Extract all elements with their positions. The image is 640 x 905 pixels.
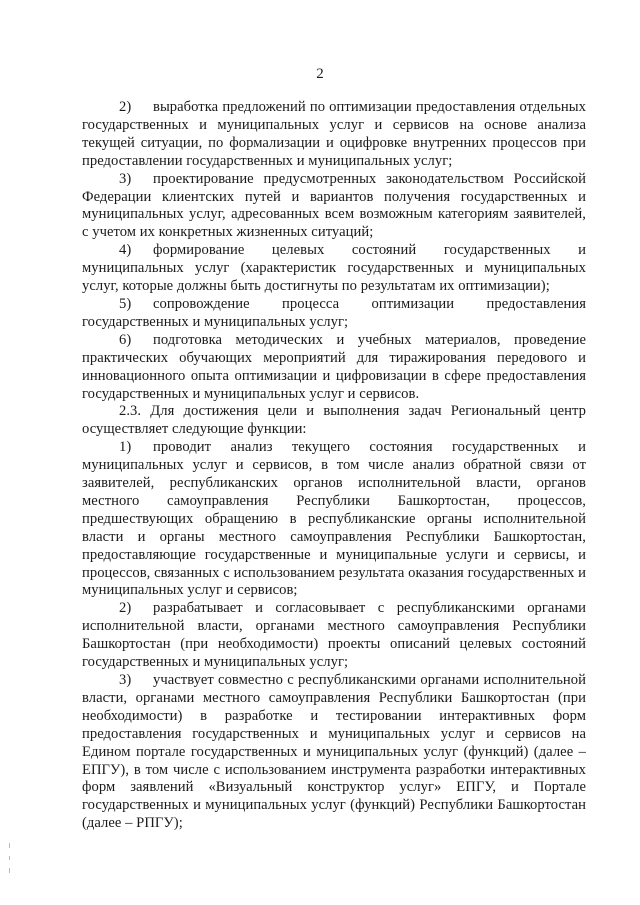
list-marker: 5)	[119, 295, 132, 312]
scan-artifact	[9, 856, 10, 860]
paragraph-text: выработка предложений по оптимизации предоставления отдельных государственных и муниципальных услуг и сервисов на основе анализа текущей ситуации, по формализации и оцифровке внутренних процессов при предоставлении государственных и муниципальных услуг;	[82, 99, 586, 169]
function-item-2	[82, 600, 586, 672]
paragraph-text: 2.3. Для достижения цели и выполнения задач Региональный центр осуществляет следующие функции:	[82, 403, 586, 438]
paragraph-item-3	[82, 171, 586, 243]
paragraph-item-6	[82, 332, 586, 404]
paragraph-text: сопровождение процесса оптимизации предоставления государственных и муниципальных услуг;	[82, 295, 586, 330]
function-item-1	[82, 439, 586, 600]
paragraph-text: разрабатывает и согласовывает с республиканскими органами исполнительной власти, органами местного самоуправления Республики Башкортостан (при необходимости) проекты описаний целевых состояний государственных и муниципальных услуг;	[82, 600, 586, 671]
document-body	[82, 99, 586, 833]
list-marker: 2)	[119, 99, 132, 115]
paragraph-text: формирование целевых состояний государственных и муниципальных услуг (характеристик государственных и муниципальных услуг, которые должны быть достигнуты по результатам их оптимизации);	[82, 242, 586, 295]
paragraph-item-2	[82, 99, 586, 171]
paragraph-text: подготовка методических и учебных материалов, проведение практических обучающих мероприятий для тиражирования передового и инновационного опыта оптимизации и цифровизации в сфере предоставления государственных и муниципальных услуг и сервисов.	[82, 331, 586, 402]
paragraph-text: проводит анализ текущего состояния государственных и муниципальных услуг и сервисов, в том числе анализ обратной связи от заявителей, республиканских органов исполнительной власти, органов местного самоуправления Республики Башкортостан, процессов, предшествующих обращению в республиканские органы исполнительной власти и органы местного самоуправления Республики Башкортостан, предоставляющие государственные и муниципальные услуги и сервисы, и процессов, связанных с использованием результата оказания государственных и муниципальных услуг и сервисов;	[82, 439, 586, 599]
list-marker: 6)	[119, 331, 132, 348]
list-marker: 3)	[119, 672, 132, 688]
paragraph-text: участвует совместно с республиканскими органами исполнительной власти, органами местного самоуправления Республики Башкортостан (при необходимости) в разработке и тестировании интерактивных форм предоставления государственных и муниципальных услуг и сервисов на Едином портале государственных и муниципальных услуг (функций) (далее – ЕПГУ), в том числе с использованием инструмента разработки интерактивных форм заявлений «Визуальный конструктор услуг» ЕПГУ, и Портале государственных и муниципальных услуг (функций) Республики Башкортостан (далее – РПГУ);	[82, 672, 586, 832]
scan-artifact	[9, 843, 10, 848]
page-number: 2	[316, 66, 324, 82]
list-marker: 4)	[119, 242, 132, 259]
paragraph-item-4	[82, 242, 586, 296]
section-2-3-intro	[82, 403, 586, 439]
function-item-3	[82, 672, 586, 833]
list-marker: 2)	[119, 600, 132, 617]
scan-artifact	[9, 868, 10, 873]
list-marker: 3)	[119, 170, 132, 187]
list-marker: 1)	[119, 439, 132, 456]
paragraph-item-5	[82, 296, 586, 332]
paragraph-text: проектирование предусмотренных законодательством Российской Федерации клиентских путей и вариантов получения государственных и муниципальных услуг, адресованных всем возможным категориям заявителей, с учетом их конкретных жизненных ситуаций;	[82, 170, 586, 241]
